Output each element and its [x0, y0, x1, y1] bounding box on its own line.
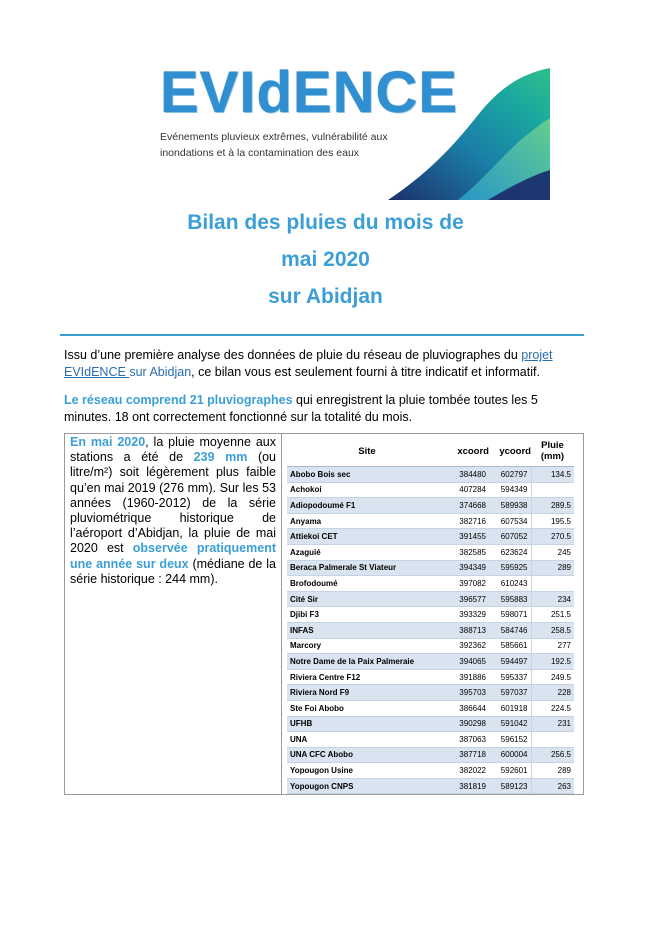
cell-pluie: 245: [531, 544, 574, 560]
cell-pluie: 195.5: [531, 513, 574, 529]
table-row: [287, 544, 574, 560]
cell-ycoord: 597037: [489, 685, 531, 701]
cell-pluie: [531, 576, 574, 592]
cell-xcoord: 407284: [447, 482, 489, 498]
cell-site: UFHB: [287, 716, 447, 732]
cell-site: Adiopodoumé F1: [287, 498, 447, 514]
cell-site: Anyama: [287, 513, 447, 529]
cell-ycoord: 595883: [489, 591, 531, 607]
network-highlight: Le réseau comprend 21 pluviographes: [64, 393, 293, 407]
summary-highlight-mean: 239 mm: [193, 450, 248, 465]
cell-ycoord: 623624: [489, 544, 531, 560]
network-text: qui enregistrent la pluie tombée toutes les 5 minutes. 18 ont correctement fonctionné sur la totalité du mois.: [64, 393, 538, 424]
table-row: [287, 747, 574, 763]
table-row: [287, 763, 574, 779]
table-row: [287, 732, 574, 748]
cell-xcoord: 386644: [447, 700, 489, 716]
cell-site: UNA CFC Abobo: [287, 747, 447, 763]
table-row: [287, 482, 574, 498]
cell-xcoord: 396577: [447, 591, 489, 607]
cell-pluie: [531, 732, 574, 748]
intro-paragraph: [64, 347, 584, 381]
cell-xcoord: 395703: [447, 685, 489, 701]
cell-site: INFAS: [287, 622, 447, 638]
table-header-row: [287, 436, 574, 467]
logo-subtitle-line2: inondations et à la contamination des eaux: [160, 147, 360, 159]
table-row: [287, 700, 574, 716]
stations-table: [287, 436, 574, 794]
cell-pluie: 251.5: [531, 607, 574, 623]
cell-site: Yopougon CNPS: [287, 778, 447, 794]
header-xcoord: xcoord: [447, 436, 489, 467]
cell-ycoord: 602797: [489, 467, 531, 483]
cell-ycoord: 598071: [489, 607, 531, 623]
summary-text-2: (ou litre/m²) soit légèrement plus faible qu’en mai 2019 (276 mm). Sur les 53 années (1960-2012) de la série pluviométrique historique de l’aéroport d’Abidjan, la pluie de mai 2020 est: [70, 450, 277, 556]
page-title: [0, 204, 651, 315]
cell-site: Achokoi: [287, 482, 447, 498]
cell-ycoord: 595925: [489, 560, 531, 576]
cell-pluie: 234: [531, 591, 574, 607]
cell-xcoord: 394349: [447, 560, 489, 576]
cell-pluie: 249.5: [531, 669, 574, 685]
intro-abidjan: sur Abidjan: [129, 365, 192, 379]
table-row: [287, 607, 574, 623]
table-row: [287, 498, 574, 514]
summary-highlight-month: En mai 2020: [70, 435, 146, 449]
intro-text-after: , ce bilan vous est seulement fourni à titre indicatif et informatif.: [191, 365, 540, 379]
title-line-3: sur Abidjan: [268, 285, 383, 308]
cell-ycoord: 607534: [489, 513, 531, 529]
table-body: [287, 467, 574, 794]
cell-xcoord: 390298: [447, 716, 489, 732]
title-line-2: mai 2020: [281, 248, 370, 271]
cell-ycoord: 607052: [489, 529, 531, 545]
cell-xcoord: 387063: [447, 732, 489, 748]
rainfall-summary: [70, 435, 276, 587]
cell-site: Marcory: [287, 638, 447, 654]
cell-site: Cité Sir: [287, 591, 447, 607]
cell-xcoord: 382716: [447, 513, 489, 529]
cell-pluie: 277: [531, 638, 574, 654]
table-row: [287, 716, 574, 732]
table-row: [287, 576, 574, 592]
cell-pluie: 134.5: [531, 467, 574, 483]
header-pluie: Pluie (mm): [531, 436, 574, 467]
cell-pluie: 289: [531, 763, 574, 779]
cell-xcoord: 382022: [447, 763, 489, 779]
logo-subtitle: [160, 129, 410, 161]
table-row: [287, 467, 574, 483]
cell-xcoord: 388713: [447, 622, 489, 638]
cell-xcoord: 381819: [447, 778, 489, 794]
table-row: [287, 669, 574, 685]
cell-pluie: 258.5: [531, 622, 574, 638]
title-line-1: Bilan des pluies du mois de: [187, 211, 464, 234]
table-row: [287, 654, 574, 670]
cell-ycoord: 594349: [489, 482, 531, 498]
cell-xcoord: 391886: [447, 669, 489, 685]
table-row: [287, 513, 574, 529]
table-row: [287, 638, 574, 654]
cell-xcoord: 397082: [447, 576, 489, 592]
table-row: [287, 529, 574, 545]
project-evidence-link[interactable]: projet EVIdENCE: [64, 348, 553, 379]
header-site: Site: [287, 436, 447, 467]
table-row: [287, 591, 574, 607]
cell-site: Abobo Bois sec: [287, 467, 447, 483]
cell-xcoord: 382585: [447, 544, 489, 560]
cell-ycoord: 589938: [489, 498, 531, 514]
cell-site: Notre Dame de la Paix Palmeraie: [287, 654, 447, 670]
summary-text-3: (médiane de la série historique : 244 mm).: [70, 556, 276, 586]
box-divider: [281, 433, 282, 795]
cell-pluie: [531, 482, 574, 498]
cell-pluie: 224.5: [531, 700, 574, 716]
cell-ycoord: 585661: [489, 638, 531, 654]
title-divider: [60, 334, 584, 336]
cell-ycoord: 595337: [489, 669, 531, 685]
summary-text-1: , la pluie moyenne aux stations a été de: [70, 435, 276, 465]
cell-ycoord: 591042: [489, 716, 531, 732]
table-row: [287, 778, 574, 794]
cell-ycoord: 592601: [489, 763, 531, 779]
cell-ycoord: 610243: [489, 576, 531, 592]
cell-pluie: 256.5: [531, 747, 574, 763]
cell-xcoord: 391455: [447, 529, 489, 545]
logo-subtitle-line1: Evénements pluvieux extrêmes, vulnérabilité aux: [160, 131, 388, 143]
cell-site: Brofodoumé: [287, 576, 447, 592]
cell-site: Riviera Nord F9: [287, 685, 447, 701]
cell-pluie: 289: [531, 560, 574, 576]
cell-site: Djibi F3: [287, 607, 447, 623]
cell-ycoord: 584746: [489, 622, 531, 638]
cell-xcoord: 384480: [447, 467, 489, 483]
cell-site: Azaguié: [287, 544, 447, 560]
cell-xcoord: 374668: [447, 498, 489, 514]
network-paragraph: [64, 392, 584, 426]
table-row: [287, 685, 574, 701]
cell-site: Beraca Palmerale St Viateur: [287, 560, 447, 576]
cell-site: UNA: [287, 732, 447, 748]
cell-xcoord: 393329: [447, 607, 489, 623]
header-ycoord: ycoord: [489, 436, 531, 467]
cell-ycoord: 600004: [489, 747, 531, 763]
cell-pluie: 270.5: [531, 529, 574, 545]
cell-ycoord: 596152: [489, 732, 531, 748]
cell-pluie: 231: [531, 716, 574, 732]
cell-xcoord: 394065: [447, 654, 489, 670]
cell-ycoord: 594497: [489, 654, 531, 670]
cell-site: Riviera Centre F12: [287, 669, 447, 685]
cell-pluie: 228: [531, 685, 574, 701]
cell-pluie: 263: [531, 778, 574, 794]
intro-text-before: Issu d’une première analyse des données de pluie du réseau de pluviographes du: [64, 348, 522, 362]
cell-pluie: 192.5: [531, 654, 574, 670]
evidence-wordmark: EVIdENCE: [160, 60, 459, 125]
cell-ycoord: 601918: [489, 700, 531, 716]
table-row: [287, 560, 574, 576]
summary-highlight-frequency: observée pratiquement une année sur deux: [70, 541, 276, 571]
cell-site: Ste Foi Abobo: [287, 700, 447, 716]
cell-site: Attiekoi CET: [287, 529, 447, 545]
cell-ycoord: 589123: [489, 778, 531, 794]
table-row: [287, 622, 574, 638]
cell-xcoord: 387718: [447, 747, 489, 763]
cell-site: Yopougon Usine: [287, 763, 447, 779]
cell-xcoord: 392362: [447, 638, 489, 654]
cell-pluie: 289.5: [531, 498, 574, 514]
